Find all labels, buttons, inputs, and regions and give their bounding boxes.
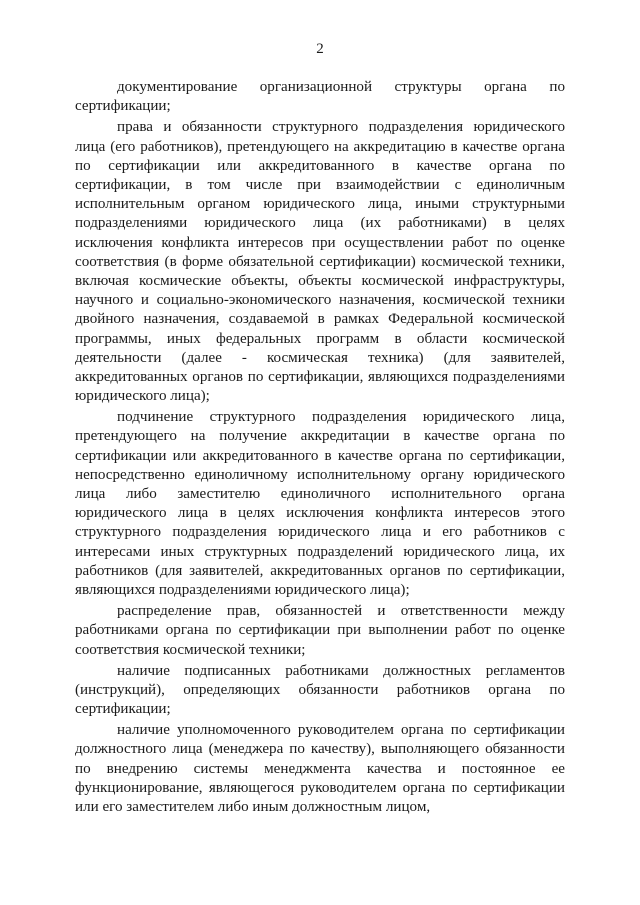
- document-body: [75, 78, 565, 819]
- paragraph: наличие подписанных работниками должностных регламентов (инструкций), определяющих обязанности работников органа по сертификации;: [75, 662, 565, 718]
- paragraph: права и обязанности структурного подразделения юридического лица (его работников), претендующего на аккредитацию в качестве органа по сертификации или аккредитованного в качестве органа по сертификации, в том числе при взаимодействии с единоличным исполнительным органом юридического лица, иными структурными подразделениями юридического лица (их работниками) в целях исключения конфликта интересов при осуществлении работ по оценке соответствия (в форме обязательной сертификации) космической техники, включая космические объекты, объекты космической инфраструктуры, научного и социально-экономического назначения, космической техники двойного назначения, создаваемой в рамках Федеральной космической программы, иных федеральных программ в области космической деятельности (далее - космическая техника) (для заявителей, аккредитованных органов по сертификации, являющихся подразделениями юридического лица);: [75, 119, 565, 405]
- paragraph: документирование организационной структуры органа по сертификации;: [75, 79, 565, 115]
- page-number: 2: [316, 41, 324, 57]
- paragraph: распределение прав, обязанностей и ответственности между работниками органа по сертификации при выполнении работ по оценке соответствия космической техники;: [75, 603, 565, 658]
- paragraph: подчинение структурного подразделения юридического лица, претендующего на получение аккредитации в качестве органа по сертификации или аккредитованного в качестве органа по сертификации, непосредственно единоличному исполнительному органу юридического лица либо заместителю единоличного исполнительного органа юридического лица в целях исключения конфликта интересов этого структурного подразделения юридического лица и его работников с интересами иных структурных подразделений юридического лица, их работников (для заявителей, аккредитованных органов по сертификации, являющихся подразделениями юридического лица);: [75, 409, 565, 599]
- paragraph: наличие уполномоченного руководителем органа по сертификации должностного лица (менеджера по качеству), выполняющего обязанности по внедрению системы менеджмента качества и постоянное ее функционирование, являющегося руководителем органа по сертификации или его заместителем либо иным должностным лицом,: [75, 722, 565, 815]
